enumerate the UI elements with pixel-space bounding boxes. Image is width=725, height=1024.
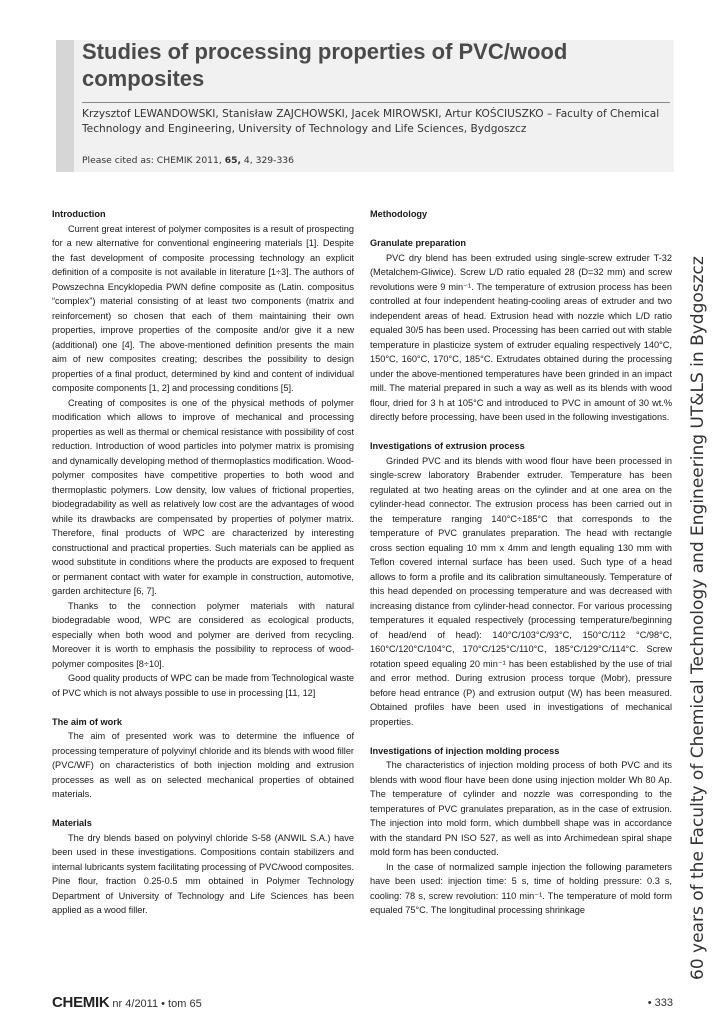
left-column — [52, 207, 354, 918]
title-divider — [82, 102, 670, 103]
methodology-heading: Methodology — [370, 209, 428, 219]
granulate-heading: Granulate preparation — [370, 238, 466, 248]
intro-heading: Introduction — [52, 209, 106, 219]
injection-heading: Investigations of injection molding process — [370, 745, 560, 756]
extrusion-paragraph: Grinded PVC and its blends with wood flour have been processed in single-screw laboratory Brabender extruder. Temperature has been regulated at two heating areas on the cylinder and at one area on the cylinder-head connector. The extrusion process has been carried out in the temperature ranging 140°C÷185°C that corresponds to the temperature of PVC granulates preparation. The head with rectangle cross section equaling 10 mm x 4mm and length equaling 130 mm with Teflon covered internal surface has been used. Such type of a head allows to form a profile and its calibration simultaneously. Temperature of this head depended on processing temperature and was decreased with increasing distance from cylinder-head connector. For various processing temperatures it equaled respectively (processing temperature/beginning of head/end of head): 140°C/103°C/93°C, 150°C/112 °C/98°C, 160°C/120°C/104°C, 170°C/125°C/110°C, 185°C/129°C/114°C. Screw rotation speed equaling 20 min⁻¹ has been established by the use of trial and error method. During extrusion process torque (Mobr), pressure before head entrance (P) and extrusion output (W) has been measured. Obtained profiles have been used in investigations of mechanical properties. — [370, 455, 672, 727]
intro-paragraph-4: Good quality products of WPC can be made from Technological waste of PVC which is not always possible to use in processing [11, 12] — [52, 673, 354, 698]
header-accent-bar — [56, 40, 74, 172]
journal-issue: nr 4/2011 • tom 65 — [109, 998, 202, 1010]
materials-paragraph: The dry blends based on polyvinyl chloride S-58 (ANWIL S.A.) have been used in these investigations. Compositions contain stabilizers and internal lubricants system facilitating processing of PVC/wood composites. Pine flour, fraction 0.25-0.5 mm obtained in Polymer Technology Department of University of Technology and Life Sciences has been applied as a wood filler. — [52, 832, 354, 915]
aim-paragraph: The aim of presented work was to determine the influence of processing temperature of polyvinyl chloride and its blends with wood filler (PVC/WF) on characteristics of both injection molding and extrusion processes as well as on selected mechanical properties of obtained materials. — [52, 731, 354, 799]
sidebar-text: 60 years of the Faculty of Chemical Technology and Engineering UT&LS in Bydgoszcz — [688, 256, 708, 980]
materials-heading: Materials — [52, 818, 92, 828]
aim-heading: The aim of work — [52, 716, 122, 727]
cite-suffix: 4, 329-336 — [241, 155, 294, 166]
cite-volume: 65, — [224, 155, 241, 166]
injection-paragraph-1: The characteristics of injection molding process of both PVC and its blends with wood flour have been done using injection molder Wh 80 Ap. The temperature of cylinder and nozzle was corresponding to the temperatures of PVC granulates preparation, as in the case of extrusion. The injection into mold form, which dumbbell shape was in accordance with the standard PN ISO 527, as well as into Archimedean spiral shape mold form has been conducted. — [370, 760, 672, 857]
intro-paragraph-3: Thanks to the connection polymer materials with natural biodegradable wood, WPC are considered as ecological products, especially when both wood and polymer are derived from recycling. Moreover it is worth to emphasis the possibility to reprocess of wood-polymer composites [8÷10]. — [52, 600, 354, 669]
intro-paragraph-2: Creating of composites is one of the physical methods of polymer modification which allows to improve of mechanical and processing properties as well as thermal or chemical resistance with possibility of cost reduction. Introduction of wood particles into polymer matrix is promising and dynamically developing method of thermoplastics modification. Wood-polymer composites have competitive properties to both wood and thermoplastic polymers. Low density, low values of frictional properties, biodegradability as well as relatively low cost are the advantages of wood while its drawbacks are compensated by properties of polymer matrix. Therefore, final products of WPC are characterized by interesting constructional and practical properties. Such materials can be applied as wood substitute in conditions where the products are exposed to frequent or permanent contact with water for example in construction, automotive, garden architecture [6, 7]. — [52, 397, 354, 596]
injection-paragraph-2: In the case of normalized sample injection the following parameters have been used: injection time: 5 s, time of holding pressure: 0.3 s, cooling: 78 s, screw revolution: 110 min⁻¹. The temperature of mold form equaled 75°C. The longitudinal processing shrinkage — [370, 861, 672, 915]
citation-line — [82, 155, 294, 166]
right-column — [370, 207, 672, 918]
cite-prefix: Please cited as: CHEMIK 2011, — [82, 155, 225, 166]
vertical-sidebar — [684, 30, 712, 980]
journal-brand: CHEMIK — [52, 994, 110, 1011]
intro-paragraph-1: Current great interest of polymer composites is a result of prospecting for a new alternative for conventional engineering materials [1]. Despite the fast development of composite processing technology an explicit definition of a composite is not available in literature [1÷3]. The authors of Powszechna Encyklopedia PWN define composite as (Latin. compositus “complex”) material consisting of at least two components (matrix and reinforcement) so chosen that each of them maintaining their own properties, improve properties of the composite and/or give it a new (additional) one [4]. The above-mentioned definition presents the main aim of new composites creating; describes the possibility to design properties of a final product, determined by kind and content of individual composite components [1, 2] and processing conditions [5]. — [52, 223, 354, 393]
article-title: Studies of processing properties of PVC/wood composites — [82, 39, 568, 91]
granulate-paragraph: PVC dry blend has been extruded using single-screw extruder T-32 (Metalchem-Gliwice). Screw L/D ratio equaled 28 (D=32 mm) and screw revolutions were 9 min⁻¹. The temperature of extrusion process has been controlled at four independent heating-cooling areas of extruder and two independent areas of head. Extrusion head with nozzle which L/D ratio equaled 30/5 has been used. Processing has been carried out with stable temperature in plasticize system of extruder equaling respectively 140°C, 150°C, 160°C, 170°C, 185°C. Extrudates obtained during the processing under the above-mentioned temperatures have been grinded in an impact mill. The material prepared in such a way as well as its blends with wood flour, dried for 3 h at 105°C and introduced to PVC in amount of 30 wt.% directly before processing, have been used in the following investigations. — [370, 252, 672, 422]
page-number: • 333 — [647, 997, 673, 1009]
footer-journal — [52, 994, 202, 1011]
extrusion-heading: Investigations of extrusion process — [370, 441, 525, 451]
authors-affiliation: Krzysztof LEWANDOWSKI, Stanisław ZAJCHOWSKI, Jacek MIROWSKI, Artur KOŚCIUSZKO – Faculty of Chemical Technology and Engineering, University of Technology and Life Sciences, Bydgoszcz — [82, 108, 660, 135]
